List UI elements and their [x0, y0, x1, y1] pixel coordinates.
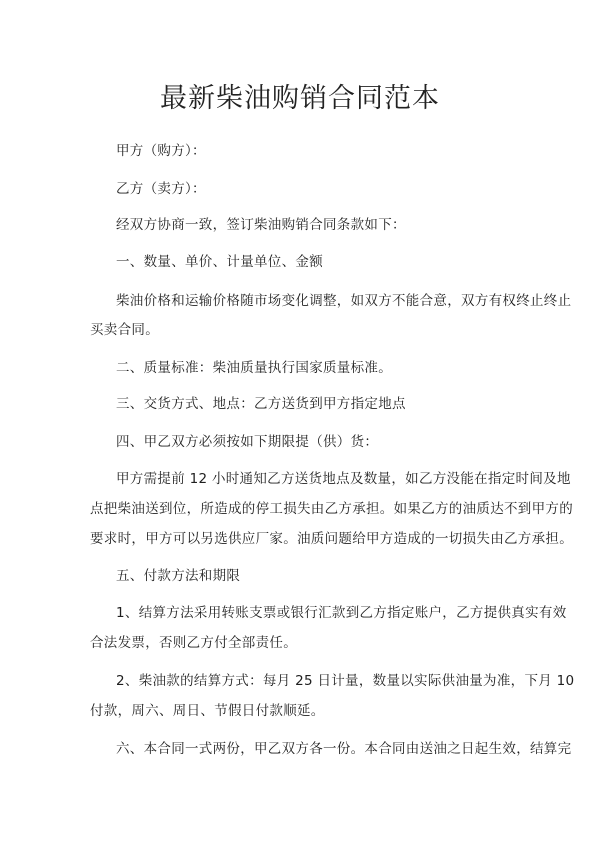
- section4-heading: 四、甲乙双方必须按如下期限提（供）货：: [116, 434, 379, 450]
- party-a-line: 甲方（购方）：: [116, 143, 206, 159]
- section5-item2-line: 2、柴油款的结算方式：每月 25 日计量，数量以实际供油量为准，下月 10: [116, 673, 575, 689]
- section6-line: 六、本合同一式两份，甲乙双方各一份。本合同由送油之日起生效，结算完: [116, 741, 572, 757]
- document-title: 最新柴油购销合同范本: [160, 83, 440, 114]
- section5-item2-line: 付款，周六、周日、节假日付款顺延。: [90, 703, 325, 719]
- section1-body-line: 柴油价格和运输价格随市场变化调整，如双方不能合意，双方有权终止终止: [116, 293, 572, 309]
- section4-body-line: 要求时，甲方可以另选供应厂家。油质问题给甲方造成的一切损失由乙方承担。: [90, 531, 573, 547]
- section5-item1-line: 合法发票，否则乙方付全部责任。: [90, 635, 297, 651]
- section4-body-line: 甲方需提前 12 小时通知乙方送货地点及数量，如乙方没能在指定时间及地: [116, 471, 571, 487]
- party-b-line: 乙方（卖方）：: [116, 181, 206, 197]
- section1-heading: 一、数量、单价、计量单位、金额: [116, 254, 323, 270]
- section5-heading: 五、付款方法和期限: [116, 568, 241, 584]
- section1-body-line: 买卖合同。: [90, 322, 159, 338]
- intro-line: 经双方协商一致，签订柴油购销合同条款如下：: [116, 217, 406, 233]
- section2-line: 二、质量标准：柴油质量执行国家质量标准。: [116, 360, 392, 376]
- section3-line: 三、交货方式、地点：乙方送货到甲方指定地点: [116, 396, 406, 412]
- section5-item1-line: 1、结算方法采用转账支票或银行汇款到乙方指定账户，乙方提供真实有效: [116, 605, 567, 621]
- section4-body-line: 点把柴油送到位，所造成的停工损失由乙方承担。如果乙方的油质达不到甲方的: [90, 501, 573, 517]
